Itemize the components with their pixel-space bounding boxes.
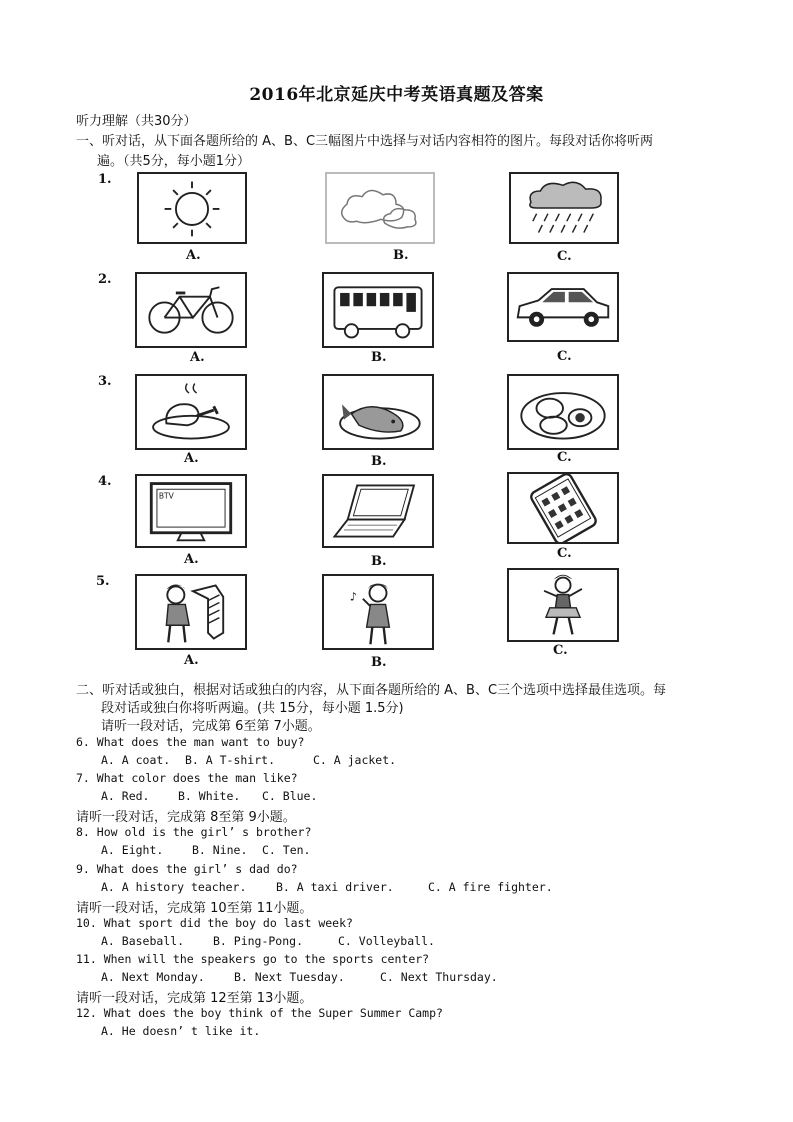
q11-option-b[interactable]: B. Next Tuesday. [234,970,345,984]
fish-plate-icon [324,376,432,448]
q1-option-b-image[interactable] [325,172,435,244]
question-8: 8. How old is the girl’ s brother? [76,825,312,839]
page-title: 2016年北京延庆中考英语真题及答案 [249,85,544,105]
question-11: 11. When will the speakers go to the sports center? [76,952,430,966]
q7-option-a[interactable]: A. Red. [101,789,150,803]
dialogue-instruction: 请听一段对话，完成第 10至第 11小题。 [76,901,313,916]
option-label-b: B. [371,655,387,670]
q9-option-b[interactable]: B. A taxi driver. [276,880,394,894]
q3-option-b-image[interactable] [322,374,434,450]
q6-option-c[interactable]: C. A jacket. [313,753,397,767]
q4-option-a-image[interactable] [135,474,247,548]
q2-option-c-image[interactable] [507,272,619,342]
q9-option-c[interactable]: C. A fire fighter. [428,880,553,894]
q10-option-c[interactable]: C. Volleyball. [338,934,435,948]
q8-option-a[interactable]: A. Eight. [101,843,164,857]
question-6: 6. What does the man want to buy? [76,735,305,749]
part2-instruction-line1: 二、听对话或独白，根据对话或独白的内容，从下面各题所给的 A、B、C三个选项中选择最佳选项。每 [76,683,667,698]
girl-dancing-icon [509,570,617,640]
q12-option-a[interactable]: A. He doesn’ t like it. [101,1024,261,1038]
girl-piano-icon [137,576,245,648]
part2-instruction-line2: 段对话或独白你将听两遍。(共 15分，每小题 1.5分) [101,701,404,716]
chicken-plate-icon [137,376,245,448]
question-number: 1. [98,172,112,187]
q7-option-c[interactable]: C. Blue. [262,789,318,803]
tv-icon [137,476,245,546]
bus-icon [324,274,432,346]
option-label-a: A. [184,451,199,466]
option-label-a: A. [184,653,199,668]
question-7: 7. What color does the man like? [76,771,298,785]
sun-icon [139,174,245,242]
q5-option-c-image[interactable] [507,568,619,642]
rain-cloud-icon [511,174,617,242]
question-number: 5. [96,574,110,589]
dialogue-instruction: 请听一段对话，完成第 6至第 7小题。 [101,719,321,734]
section-listening-heading: 听力理解（共30分） [76,114,197,129]
tv-channel-text: BTV [158,491,174,501]
option-label-a: A. [186,248,201,263]
q8-option-b[interactable]: B. Nine. [192,843,248,857]
q5-option-a-image[interactable] [135,574,247,650]
part1-instruction-line2: 遍。（共5分，每小题1分） [97,154,251,169]
option-label-c: C. [557,546,572,561]
option-label-b: B. [371,554,387,569]
option-label-c: C. [557,249,572,264]
dialogue-instruction: 请听一段对话，完成第 12至第 13小题。 [76,991,313,1006]
q1-option-a-image[interactable] [137,172,247,244]
option-label-b: B. [393,248,409,263]
question-9: 9. What does the girl’ s dad do? [76,862,298,876]
q9-option-a[interactable]: A. A history teacher. [101,880,247,894]
question-number: 4. [98,474,112,489]
option-label-c: C. [557,450,572,465]
q2-option-a-image[interactable] [135,272,247,348]
q11-option-c[interactable]: C. Next Thursday. [380,970,498,984]
q3-option-a-image[interactable] [135,374,247,450]
q7-option-b[interactable]: B. White. [178,789,241,803]
phone-icon [509,474,617,542]
laptop-icon [324,476,432,546]
q3-option-c-image[interactable] [507,374,619,450]
option-label-a: A. [184,552,199,567]
option-label-b: B. [371,454,387,469]
q4-option-c-image[interactable] [507,472,619,544]
q6-option-b[interactable]: B. A T-shirt. [185,753,276,767]
q10-option-b[interactable]: B. Ping-Pong. [213,934,304,948]
bicycle-icon [137,274,245,346]
dialogue-instruction: 请听一段对话，完成第 8至第 9小题。 [76,810,296,825]
svg-text:♪: ♪ [349,589,357,604]
option-label-a: A. [190,350,205,365]
girl-singing-icon [324,576,432,648]
q5-option-b-image[interactable] [322,574,434,650]
question-number: 3. [98,374,112,389]
q8-option-c[interactable]: C. Ten. [262,843,311,857]
q10-option-a[interactable]: A. Baseball. [101,934,185,948]
car-icon [509,274,617,340]
cloud-icon [327,174,433,242]
question-10: 10. What sport did the boy do last week? [76,916,353,930]
q4-option-b-image[interactable] [322,474,434,548]
option-label-c: C. [553,643,568,658]
eggs-plate-icon [509,376,617,448]
option-label-c: C. [557,349,572,364]
question-12: 12. What does the boy think of the Super Summer Camp? [76,1006,443,1020]
q11-option-a[interactable]: A. Next Monday. [101,970,205,984]
q1-option-c-image[interactable] [509,172,619,244]
part1-instruction-line1: 一、听对话，从下面各题所给的 A、B、C三幅图片中选择与对话内容相符的图片。每段对话你将听两 [76,134,654,149]
option-label-b: B. [371,350,387,365]
q2-option-b-image[interactable] [322,272,434,348]
q6-option-a[interactable]: A. A coat. [101,753,171,767]
question-number: 2. [98,272,112,287]
